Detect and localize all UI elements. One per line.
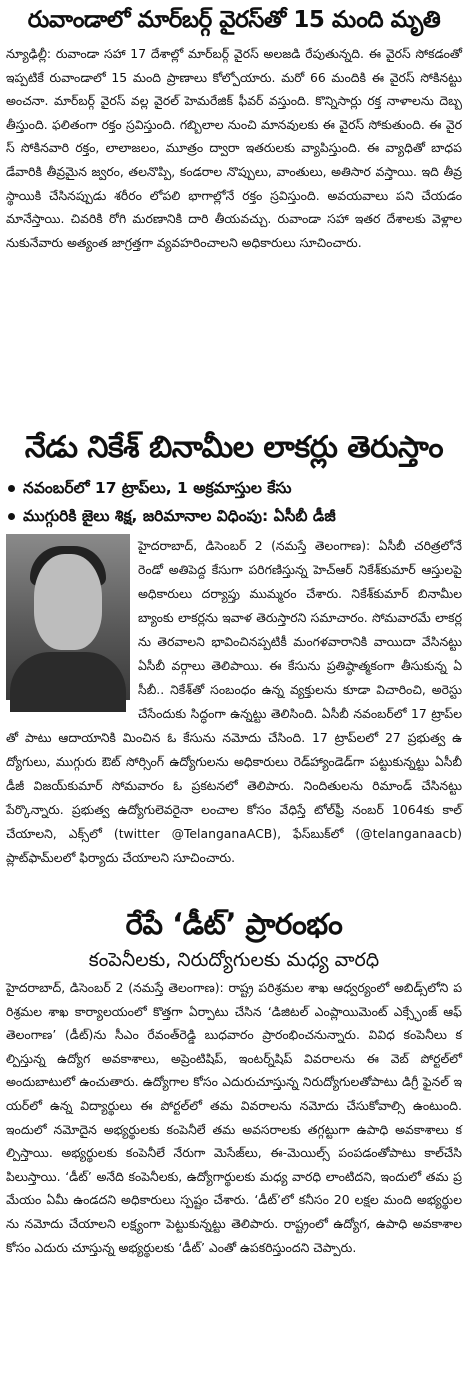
- bullet-icon: [8, 485, 15, 492]
- article-body-acb: హైదరాబాద్, డిసెంబర్ 2 (నమస్తే తెలంగాణ): ఏసీబీ చరిత్రలోనే రెండో అతిపెద్ద కేసుగా పరిగణిస్తున్న హెచ్‌ఆర్ నికేశ్‌కుమార్ ఆస్తులపై అధికారులు దర్యాప్తు ముమ్మరం చేశారు. నికేశ్‌కుమార్ బినామీల బ్యాంకు లాకర్లను ఇవాళ తెరుస్తారని సమాచారం. సోమవారమే లాకర్లను తెరవాలని భావించినప్పటికీ మంగళవారానికి వాయిదా వేసినట్టు ఏసీబీ వర్గాలు తెలిపాయి. ఈ కేసును ప్రతిష్ఠాత్మకంగా తీసుకున్న ఏసీబీ.. నికేశ్‌తో సంబంధం ఉన్న వ్యక్తులను కూడా విచారించి, అరెస్టు చేసేందుకు సిద్ధంగా ఉన్నట్టు తెలిసింది. ఏసీబీ నవంబర్‌లో 17 ట్రాప్‌లతో పాటు ఆదాయానికి మించిన ఓ కేసును నమోదు చేసింది. 17 ట్రాప్‌లలో 27 ప్రభుత్వ ఉద్యోగులు, ముగ్గురు ఔట్ సోర్సింగ్ ఉద్యోగులను అధికారులు రెడ్‌హ్యాండెడ్‌గా పట్టుకున్నట్టు ఏసీబీ డీజీ విజయ్‌కుమార్ సోమవారం ఓ ప్రకటనలో తెలిపారు. నిందితులను రిమాండ్ చేసినట్టు పేర్కొన్నారు. ప్రభుత్వ ఉద్యోగులెవరైనా లంచాల కోసం వేధిస్తే టోల్‌ఫ్రీ నంబర్ 1064కు కాల్ చేయాలని, ఎక్స్‌లో (twitter @TelanganaACB), ఫేస్‌బుక్‌లో (@telanganaacb) ప్లాట్‌ఫామ్‌లలో ఫిర్యాదు చేయాలని సూచించారు.: [6, 538, 462, 865]
- article-deet: [0, 902, 468, 1394]
- bullet-icon: [8, 513, 15, 520]
- article-body-marburg: న్యూఢిల్లీ: రువాండా సహా 17 దేశాల్లో మార్‌బర్గ్ వైరస్ అలజడి రేపుతున్నది. ఈ వైరస్ సోకడంతో ఇప్పటికే రువాండాలో 15 మంది ప్రాణాలు కోల్పోయారు. మరో 66 మందికి ఈ వైరస్ సోకినట్టు అంచనా. మార్‌బర్గ్ వైరస్ వల్ల వైరల్ హెమరేజిక్ ఫీవర్ వస్తుంది. కొన్నిసార్లు రక్త నాళాలను దెబ్బతీస్తుంది. ఫలితంగా రక్తం స్రవిస్తుంది. గబ్బిలాల నుంచి మానవులకు ఈ వైరస్ సోకుతుంది. ఈ వైరస్ సోకినవారి రక్తం, లాలాజలం, మూత్రం ద్వారా ఇతరులకు వ్యాపిస్తుంది. ఈ వ్యాధితో బాధపడేవారికి తీవ్రమైన జ్వరం, తలనొప్పి, కండరాల నొప్పులు, వాంతులు, అతిసార వస్తాయి. ఇది తీవ్ర స్థాయికి చేసినప్పుడు శరీరం లోపలి భాగాల్లోనే రక్తం స్రవిస్తుంది. అవయవాలు పని చేయడం మానేస్తాయి. చివరికి రోగి మరణానికి దారి తీయవచ్చు. రువాండా సహా ఇతర దేశాలకు వెళ్లాలనుకునేవారు అత్యంత జాగ్రత్తగా వ్యవహరించాలని అధికారులు సూచించారు.: [6, 46, 462, 250]
- article-marburg: [0, 0, 468, 422]
- bullet-item: [0, 502, 468, 530]
- article-body-deet: హైదరాబాద్, డిసెంబర్ 2 (నమస్తే తెలంగాణ): రాష్ట్ర పరిశ్రమల శాఖ ఆధ్వర్యంలో అబిడ్స్‌లోని పరిశ్రమల శాఖ కార్యాలయంలో కొత్తగా ఏర్పాటు చేసిన ‘డిజిటల్ ఎంప్లాయిమెంట్ ఎక్స్ఛేంజ్ ఆఫ్ తెలంగాణ’ (డీట్)ను సీఎం రేవంత్‌రెడ్డి బుధవారం ప్రారంభించనున్నారు. వివిధ కంపెనీలు కల్పిస్తున్న ఉద్యోగ అవకాశాలు, అప్రెంటిషిప్, ఇంటర్న్‌షిప్ వివరాలను ఈ వెబ్ పోర్టల్‌లో అందుబాటులో ఉంచుతారు. ఉద్యోగాల కోసం ఎదురుచూస్తున్న నిరుద్యోగులతోపాటు డిగ్రీ ఫైనల్ ఇయర్‌లో ఉన్న విద్యార్థులు ఈ పోర్టల్‌లో తమ వివరాలను నమోదు చేసుకోవాల్సి ఉంటుంది. ఇందులో నమోదైన అభ్యర్థులకు కంపెనీలే తమ అవసరాలకు తగ్గట్టుగా ఉపాధి అవకాశాలు కల్పిస్తాయి. అభ్యర్థులకు కంపెనీలే నేరుగా మెసేజ్‌లు, ఈ-మెయిల్స్ పంపడంతోపాటు కాల్‌చేసి పిలుస్తాయి. ‘డీట్’ అనేది కంపెనీలకు, ఉద్యోగార్థులకు మధ్య వారధి లాంటిదని, ఇందులో తమ ప్రమేయం ఏమీ ఉండదని అధికారులు స్పష్టం చేశారు. ‘డీట్’లో కనీసం 20 లక్షల మంది అభ్యర్థులను నమోదు చేయాలని లక్ష్యంగా పెట్టుకున్నట్టు తెలిపారు. రాష్ట్రంలో ఉద్యోగ, ఉపాధి అవకాశాల కోసం ఎదురు చూస్తున్న అభ్యర్థులకు ‘డీట్’ ఎంతో ఉపకరిస్తుందని చెప్పారు.: [6, 980, 462, 1255]
- article-acb-content: [0, 530, 468, 900]
- bullet-item: [0, 474, 468, 502]
- article-acb: [0, 424, 468, 900]
- subheadline-deet: కంపెనీలకు, నిరుద్యోగులకు మధ్య వారధి: [88, 949, 380, 971]
- headline-deet: రేపే ‘డీట్’ ప్రారంభం: [125, 907, 343, 941]
- headline-acb: నేడు నికేశ్ బినామీల లాకర్లు తెరుస్తాం: [24, 430, 444, 465]
- bullet-text: ముగ్గురికి జైలు శిక్ష, జరిమానాల విధింపు: ఏసీబీ డీజీ: [23, 507, 336, 525]
- bullet-text: నవంబర్‌లో 17 ట్రాప్‌లు, 1 అక్రమాస్తుల కేసు: [23, 479, 292, 497]
- person-photo: [6, 534, 130, 700]
- headline-marburg: రువాండాలో మార్‌బర్గ్ వైరస్‌తో 15 మంది మృతి: [27, 7, 441, 33]
